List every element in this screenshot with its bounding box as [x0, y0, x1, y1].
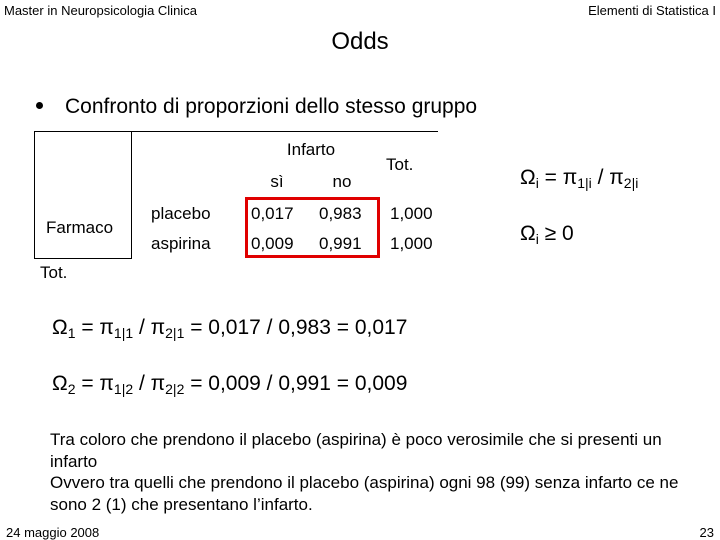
- footer-date: 24 maggio 2008: [6, 525, 100, 540]
- table-row-header-divider: [131, 131, 132, 259]
- header-subject: Elementi di Statistica I: [588, 3, 716, 18]
- cell-placebo-si: 0,017: [251, 204, 294, 223]
- footer-page-number: 23: [699, 525, 714, 540]
- col-si: sì: [270, 172, 284, 191]
- col-group-infarto: Infarto: [286, 140, 336, 159]
- formula-omega-2: $\Omega_2 = \pi_{1|2} / \pi_{2|2} = 0,009 / 0,991 = 0,009$: [52, 372, 408, 397]
- cell-aspirina-tot: 1,000: [390, 234, 433, 253]
- cell-placebo-no: 0,983: [319, 204, 362, 223]
- header-course: Master in Neuropsicologia Clinica: [4, 3, 197, 18]
- table-bottom-border: [34, 258, 132, 259]
- explanation-line-2: Ovvero tra quelli che prendono il placebo (aspirina) ogni 98 (99) senza infarto ce ne sono 2 (1) che presentano l’infarto.: [50, 473, 679, 514]
- row-tot: Tot.: [40, 263, 68, 282]
- slide-title: Odds: [331, 28, 389, 55]
- row-label-placebo: placebo: [151, 204, 211, 223]
- explanation-paragraph: [50, 429, 690, 515]
- formula-omega-nonneg: $\Omega_i \ge 0$: [520, 222, 574, 247]
- bullet-item: [36, 95, 477, 119]
- row-header-farmaco: Farmaco: [46, 218, 114, 237]
- row-label-aspirina: aspirina: [151, 234, 211, 253]
- table-top-border: [34, 131, 438, 132]
- cell-aspirina-no: 0,991: [319, 234, 362, 253]
- col-tot: Tot.: [386, 155, 414, 174]
- col-no: no: [332, 172, 352, 191]
- bullet-dot-icon: [36, 102, 43, 109]
- bullet-text: Confronto di proporzioni dello stesso gruppo: [65, 95, 478, 118]
- formula-omega-1: $\Omega_1 = \pi_{1|1} / \pi_{2|1} = 0,017 / 0,983 = 0,017$: [52, 316, 408, 341]
- table-left-border: [34, 131, 35, 259]
- cell-placebo-tot: 1,000: [390, 204, 433, 223]
- explanation-line-1: Tra coloro che prendono il placebo (aspirina) è poco verosimile che si presenti un infarto: [50, 430, 662, 471]
- highlight-box: [245, 197, 380, 258]
- formula-omega-i: $\Omega_i = \pi_{1|i} / \pi_{2|i}$: [520, 166, 639, 191]
- cell-aspirina-si: 0,009: [251, 234, 294, 253]
